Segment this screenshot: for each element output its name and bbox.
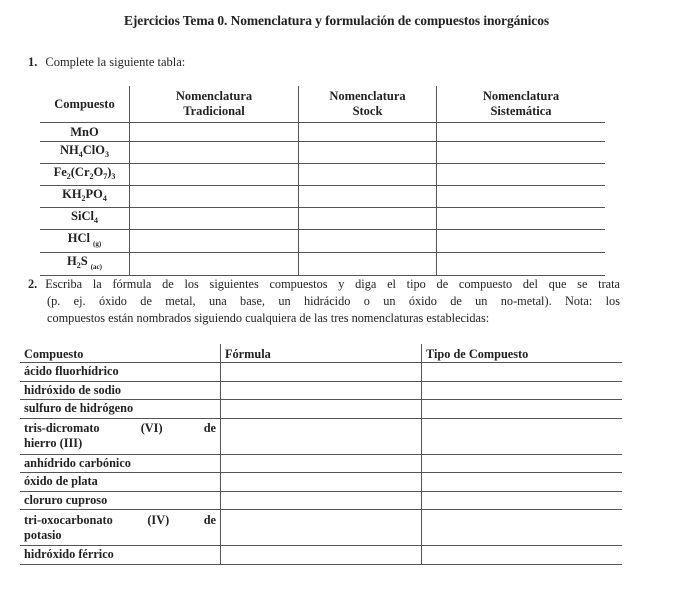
table-row [40, 123, 605, 142]
type-answer-cell[interactable] [422, 418, 623, 454]
exercise-1-number: 1. [28, 55, 38, 69]
table-row [20, 491, 622, 510]
type-answer-cell[interactable] [422, 546, 623, 565]
header-compuesto: Compuesto [20, 344, 221, 363]
stock-answer-cell[interactable] [299, 252, 437, 275]
sistematica-answer-cell[interactable] [437, 252, 606, 275]
type-answer-cell[interactable] [422, 363, 623, 382]
table-header-row [20, 344, 622, 363]
compound-formula: SiCl$_4$ [40, 207, 130, 229]
compound-name: tris-dicromato (VI) de hierro (III) [20, 418, 221, 454]
sistematica-answer-cell[interactable] [437, 185, 606, 207]
table-row [20, 381, 622, 400]
compound-formula: $Fe_2(Cr_2O_7)_3$ [40, 163, 130, 185]
header-formula: Fórmula [221, 344, 422, 363]
tradicional-answer-cell[interactable] [130, 185, 299, 207]
formula-answer-cell[interactable] [221, 381, 422, 400]
tradicional-answer-cell[interactable] [130, 163, 299, 185]
compound-formula: MnO [40, 123, 130, 142]
stock-answer-cell[interactable] [299, 123, 437, 142]
stock-answer-cell[interactable] [299, 229, 437, 252]
table-row [20, 363, 622, 382]
table-row [40, 141, 605, 163]
compound-formula: $KH_2PO_4$ [40, 185, 130, 207]
formula-answer-cell[interactable] [221, 510, 422, 546]
table-row [20, 473, 622, 492]
compound-name: óxido de plata [20, 473, 221, 492]
table-row [20, 400, 622, 419]
formula-table [20, 344, 622, 565]
formula-answer-cell[interactable] [221, 473, 422, 492]
type-answer-cell[interactable] [422, 473, 623, 492]
sistematica-answer-cell[interactable] [437, 123, 606, 142]
table-row [40, 252, 605, 275]
formula-answer-cell[interactable] [221, 400, 422, 419]
tradicional-answer-cell[interactable] [130, 229, 299, 252]
formula-answer-cell[interactable] [221, 454, 422, 473]
sistematica-answer-cell[interactable] [437, 163, 606, 185]
table-header-row [40, 86, 605, 123]
compound-name: hidróxido de sodio [20, 381, 221, 400]
table-row [20, 418, 622, 454]
document-title: Ejercicios Tema 0. Nomenclatura y formulación de compuestos inorgánicos [124, 13, 549, 28]
header-tradicional: Nomenclatura Tradicional [130, 86, 299, 123]
stock-answer-cell[interactable] [299, 163, 437, 185]
tradicional-answer-cell[interactable] [130, 123, 299, 142]
exercise-1-text: Complete la siguiente tabla: [45, 55, 186, 69]
header-stock: Nomenclatura Stock [299, 86, 437, 123]
table-row [40, 229, 605, 252]
table-row [20, 454, 622, 473]
nomenclature-table [40, 86, 605, 276]
exercise-1-instruction [28, 55, 185, 70]
type-answer-cell[interactable] [422, 381, 623, 400]
formula-answer-cell[interactable] [221, 418, 422, 454]
exercise-2-instruction: 2. Escriba la fórmula de los siguientes compuestos y diga el tipo de compuesto del que se trata (p. ej. óxido de metal, una base, un hidrácido o un óxido de un no-metal). Nota: los compuestos están nombrados siguiendo cualquiera de las tres nomenclaturas establecidas: [28, 277, 620, 325]
table-row [20, 510, 622, 546]
compound-name: anhídrido carbónico [20, 454, 221, 473]
exercise-2-number: 2. [28, 277, 38, 291]
formula-answer-cell[interactable] [221, 363, 422, 382]
header-sistematica: Nomenclatura Sistemática [437, 86, 606, 123]
formula-answer-cell[interactable] [221, 546, 422, 565]
formula-answer-cell[interactable] [221, 491, 422, 510]
compound-formula: $NH_4ClO_3$ [40, 141, 130, 163]
table-row [20, 546, 622, 565]
header-tipo-compuesto: Tipo de Compuesto [422, 344, 623, 363]
header-compuesto: Compuesto [40, 86, 130, 123]
compound-name: sulfuro de hidrógeno [20, 400, 221, 419]
stock-answer-cell[interactable] [299, 207, 437, 229]
compound-formula: HCl $_{(g)}$ [40, 229, 130, 252]
compound-name: tri-oxocarbonato (IV) de potasio [20, 510, 221, 546]
stock-answer-cell[interactable] [299, 185, 437, 207]
table-row [40, 163, 605, 185]
compound-name: ácido fluorhídrico [20, 363, 221, 382]
compound-formula: $H_2S$ $_{(ac)}$ [40, 252, 130, 275]
sistematica-answer-cell[interactable] [437, 141, 606, 163]
compound-name: cloruro cuproso [20, 491, 221, 510]
compound-name: hidróxido férrico [20, 546, 221, 565]
tradicional-answer-cell[interactable] [130, 141, 299, 163]
type-answer-cell[interactable] [422, 400, 623, 419]
tradicional-answer-cell[interactable] [130, 207, 299, 229]
sistematica-answer-cell[interactable] [437, 229, 606, 252]
stock-answer-cell[interactable] [299, 141, 437, 163]
table-row [40, 207, 605, 229]
type-answer-cell[interactable] [422, 491, 623, 510]
tradicional-answer-cell[interactable] [130, 252, 299, 275]
type-answer-cell[interactable] [422, 454, 623, 473]
sistematica-answer-cell[interactable] [437, 207, 606, 229]
type-answer-cell[interactable] [422, 510, 623, 546]
table-row [40, 185, 605, 207]
